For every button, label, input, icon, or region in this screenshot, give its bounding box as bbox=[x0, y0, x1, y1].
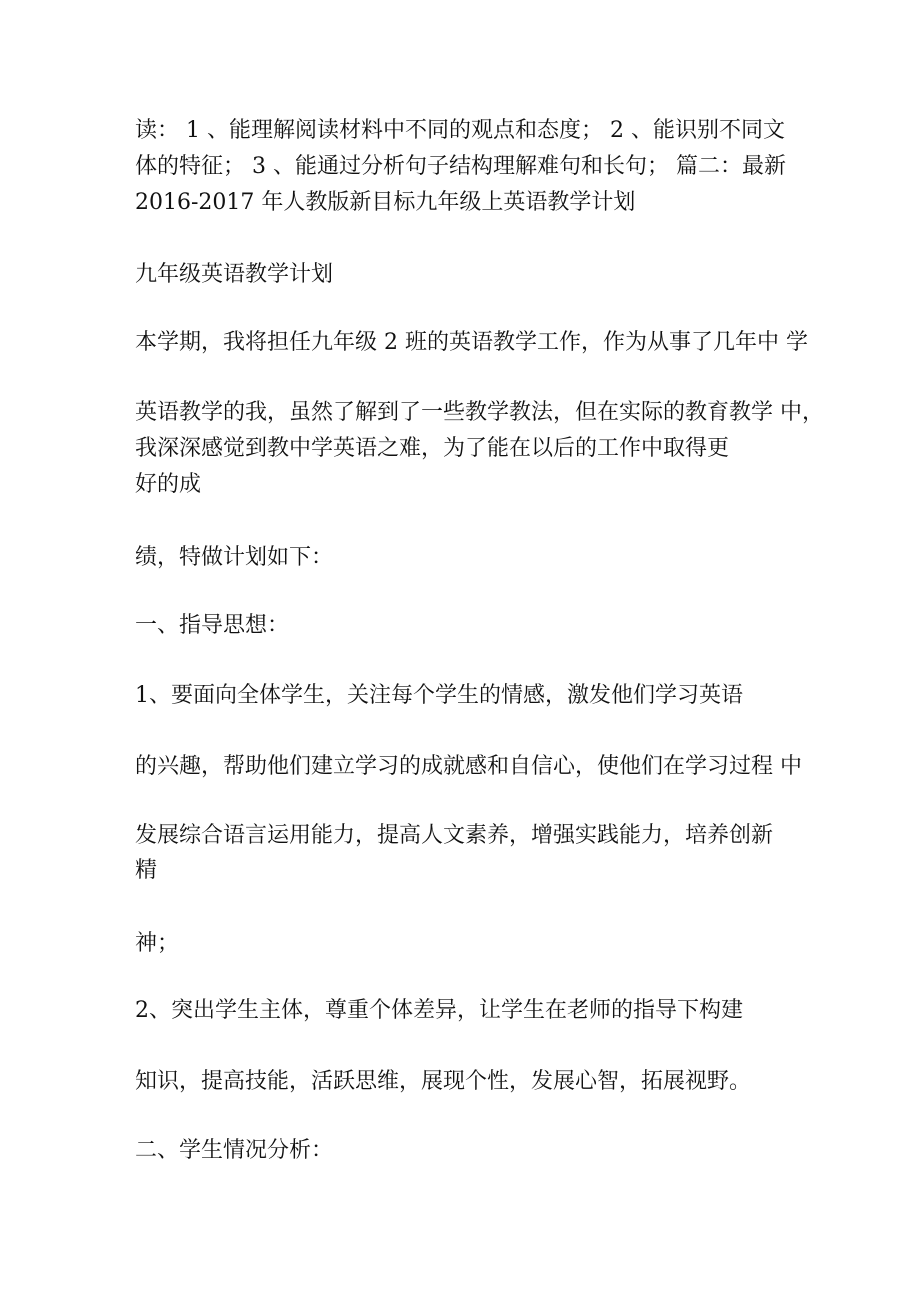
text-line: 本学期，我将担任九年级 2 班的英语教学工作，作为从事了几年中 学 bbox=[135, 330, 808, 355]
text-line: 发展综合语言运用能力，提高人文素养，增强实践能力，培养创新 bbox=[135, 823, 774, 848]
text-line: 读： 1 、能理解阅读材料中不同的观点和态度； 2 、能识别不同文 bbox=[135, 118, 785, 143]
section-title: 九年级英语教学计划 bbox=[135, 262, 334, 287]
text-line: 神； bbox=[135, 931, 180, 956]
text-line: 我深深感觉到教中学英语之难，为了能在以后的工作中取得更 bbox=[135, 436, 730, 461]
text-line: 英语教学的我，虽然了解到了一些教学教法，但在实际的教育教学 中， bbox=[135, 400, 824, 425]
text-line: 体的特征； 3 、能通过分析句子结构理解难句和长句； 篇二：最新 bbox=[135, 154, 786, 179]
section-heading: 二、学生情况分析： bbox=[135, 1138, 334, 1163]
text-line: 1、要面向全体学生，关注每个学生的情感，激发他们学习英语 bbox=[135, 683, 743, 708]
text-line: 绩，特做计划如下： bbox=[135, 545, 334, 570]
text-line: 2016-2017 年人教版新目标九年级上英语教学计划 bbox=[135, 190, 636, 215]
section-heading: 一、指导思想： bbox=[135, 613, 290, 638]
text-line: 精 bbox=[135, 858, 158, 883]
text-line: 2、突出学生主体，尊重个体差异，让学生在老师的指导下构建 bbox=[135, 998, 743, 1023]
text-line: 的兴趣，帮助他们建立学习的成就感和自信心，使他们在学习过程 中 bbox=[135, 754, 802, 779]
text-line: 好的成 bbox=[135, 472, 202, 497]
text-line: 知识，提高技能，活跃思维，展现个性，发展心智，拓展视野。 bbox=[135, 1069, 752, 1094]
